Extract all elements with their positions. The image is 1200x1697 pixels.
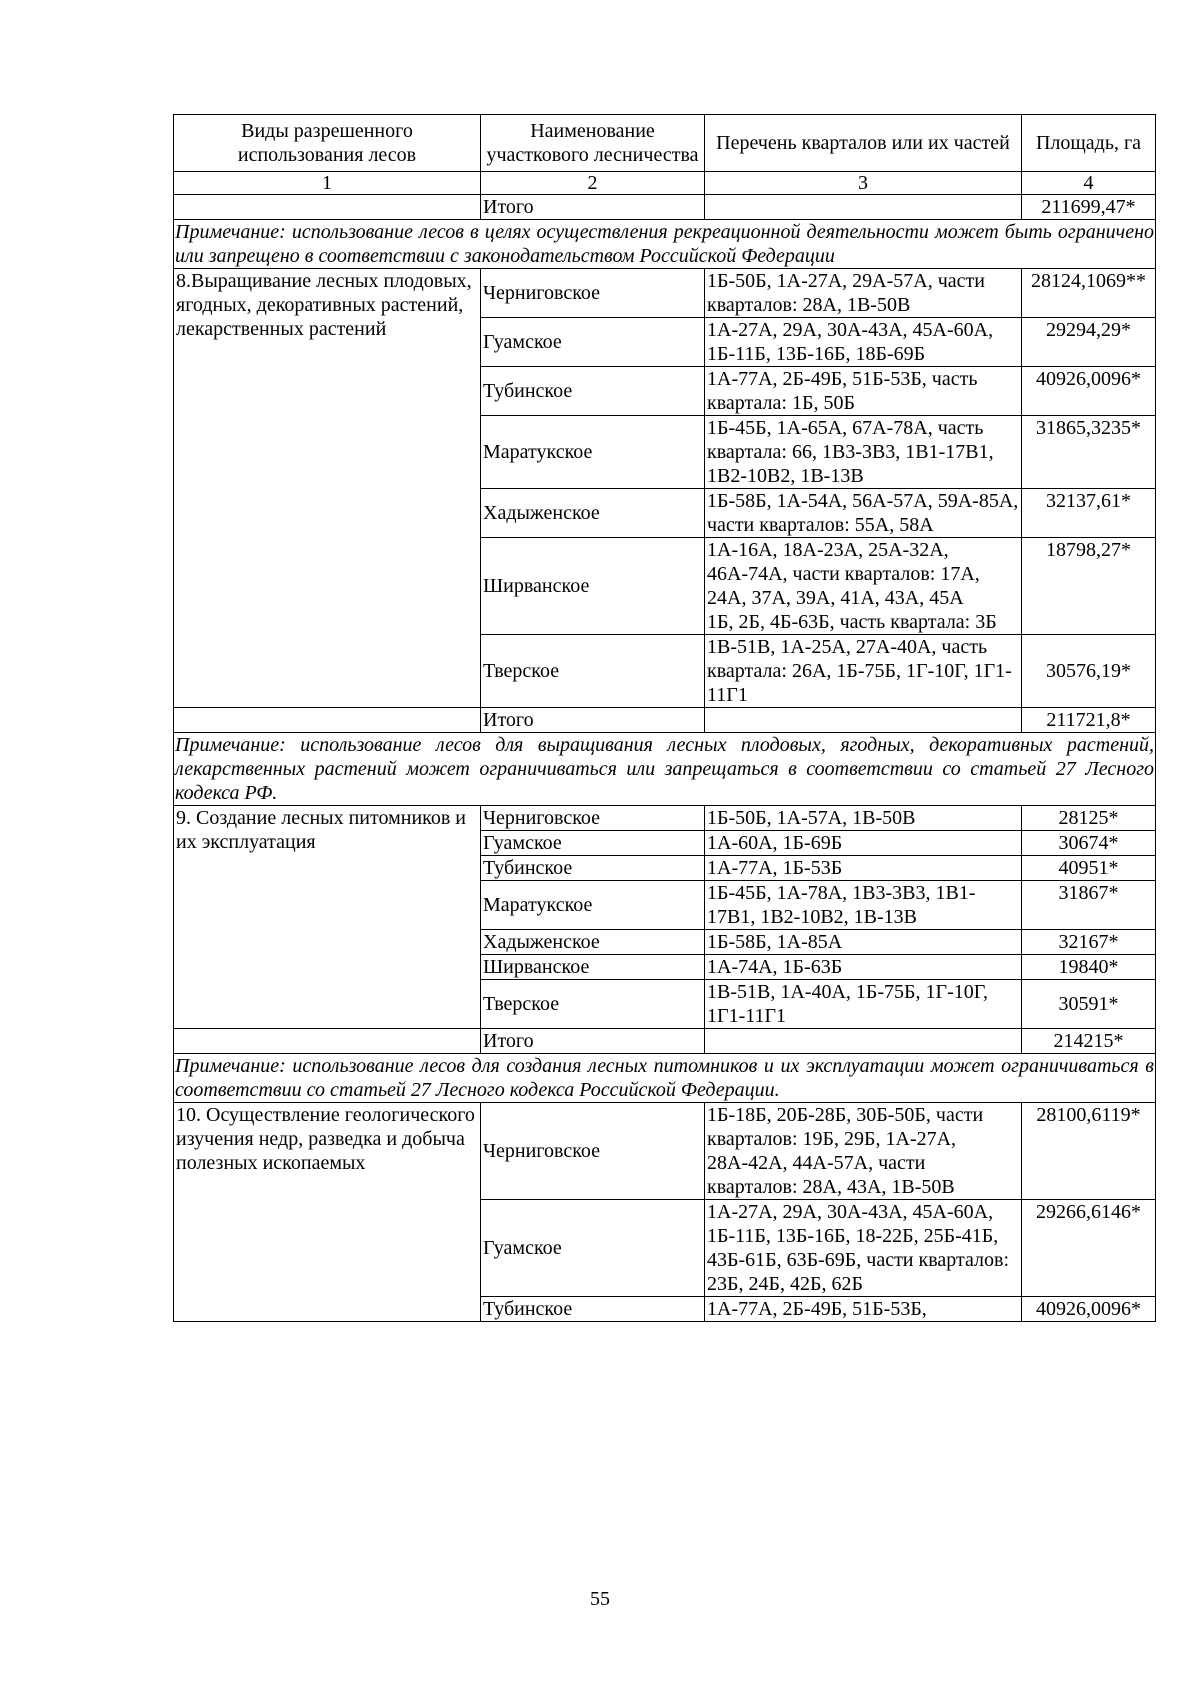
note-row	[174, 220, 1156, 269]
area-value: 29294,29*	[1022, 318, 1156, 367]
area-value: 32167*	[1022, 930, 1156, 955]
total-label: Итого	[481, 195, 705, 220]
total-row	[174, 1029, 1156, 1054]
forestry-name: Черниговское	[481, 806, 705, 831]
quarters-list: 1А-16А, 18А-23А, 25А-32А, 46А-74А, части кварталов: 17А, 24А, 37А, 39А, 41А, 43А, 45А 1Б, 2Б, 4Б-63Б, часть квартала: 3Б	[705, 538, 1022, 635]
forestry-name: Гуамское	[481, 318, 705, 367]
total-area: 211699,47*	[1022, 195, 1156, 220]
area-value: 31865,3235*	[1022, 416, 1156, 489]
header-row	[174, 115, 1156, 172]
forestry-name: Тубинское	[481, 856, 705, 881]
header-forestry: Наименование участкового лесничества	[481, 115, 705, 172]
forestry-name: Гуамское	[481, 831, 705, 856]
header-use-type: Виды разрешенного использования лесов	[174, 115, 481, 172]
quarters-list: 1Б-50Б, 1А-57А, 1В-50В	[705, 806, 1022, 831]
quarters-list: 1А-77А, 2Б-49Б, 51Б-53Б, часть квартала: 1Б, 50Б	[705, 367, 1022, 416]
forestry-name: Черниговское	[481, 1103, 705, 1200]
table-row	[174, 1103, 1156, 1200]
area-value: 40926,0096*	[1022, 1297, 1156, 1322]
header-quarters: Перечень кварталов или их частей	[705, 115, 1022, 172]
forestry-name: Ширванское	[481, 538, 705, 635]
forestry-name: Маратукское	[481, 881, 705, 930]
area-value: 40926,0096*	[1022, 367, 1156, 416]
quarters-list: 1Б-18Б, 20Б-28Б, 30Б-50Б, части кварталов: 19Б, 29Б, 1А-27А, 28А-42А, 44А-57А, части кварталов: 28А, 43А, 1В-50В	[705, 1103, 1022, 1200]
column-number-row	[174, 172, 1156, 195]
area-value: 19840*	[1022, 955, 1156, 980]
note-text: Примечание: использование лесов для создания лесных питомников и их эксплуатации может ограничиваться в соответствии со статьей 27 Лесного кодекса Российской Федерации.	[175, 1055, 1154, 1101]
area-value: 30591*	[1022, 980, 1156, 1029]
total-area: 211721,8*	[1022, 708, 1156, 733]
area-value: 29266,6146*	[1022, 1200, 1156, 1297]
total-area: 214215*	[1022, 1029, 1156, 1054]
forestry-name: Ширванское	[481, 955, 705, 980]
area-value: 30576,19*	[1022, 635, 1156, 708]
area-value: 28100,6119*	[1022, 1103, 1156, 1200]
forest-use-table	[173, 114, 1156, 1322]
column-number: 3	[705, 172, 1022, 195]
forestry-name: Хадыженское	[481, 930, 705, 955]
quarters-list: 1А-27А, 29А, 30А-43А, 45А-60А, 1Б-11Б, 13Б-16Б, 18-22Б, 25Б-41Б, 43Б-61Б, 63Б-69Б, части кварталов: 23Б, 24Б, 42Б, 62Б	[705, 1200, 1022, 1297]
note-row	[174, 1054, 1156, 1103]
area-value: 40951*	[1022, 856, 1156, 881]
forestry-name: Тверское	[481, 635, 705, 708]
column-number: 4	[1022, 172, 1156, 195]
total-label: Итого	[481, 1029, 705, 1054]
forestry-name: Маратукское	[481, 416, 705, 489]
column-number: 1	[174, 172, 481, 195]
quarters-list: 1Б-58Б, 1А-54А, 56А-57А, 59А-85А, части кварталов: 55А, 58А	[705, 489, 1022, 538]
use-type-cell: 10. Осуществление геологического изучения недр, разведка и добыча полезных ископаемых	[174, 1103, 481, 1322]
quarters-list: 1В-51В, 1А-25А, 27А-40А, часть квартала: 26А, 1Б-75Б, 1Г-10Г, 1Г1-11Г1	[705, 635, 1022, 708]
note-text: Примечание: использование лесов в целях осуществления рекреационной деятельности может быть ограничено или запрещено в соответствии с законодательством Российской Федерации	[175, 221, 1154, 267]
forestry-name: Гуамское	[481, 1200, 705, 1297]
total-row	[174, 195, 1156, 220]
forestry-name: Хадыженское	[481, 489, 705, 538]
quarters-list: 1Б-45Б, 1А-78А, 1В3-3В3, 1В1-17В1, 1В2-10В2, 1В-13В	[705, 881, 1022, 930]
area-value: 32137,61*	[1022, 489, 1156, 538]
table-row	[174, 269, 1156, 318]
area-value: 18798,27*	[1022, 538, 1156, 635]
note-text: Примечание: использование лесов для выращивания лесных плодовых, ягодных, декоративных растений, лекарственных растений может ограничиваться или запрещаться в соответствии со статьей 27 Лесного кодекса РФ.	[175, 734, 1154, 804]
document-page	[173, 114, 1155, 1322]
quarters-list: 1А-77А, 1Б-53Б	[705, 856, 1022, 881]
area-value: 30674*	[1022, 831, 1156, 856]
table-row	[174, 806, 1156, 831]
forestry-name: Тверское	[481, 980, 705, 1029]
area-value: 31867*	[1022, 881, 1156, 930]
quarters-list: 1Б-50Б, 1А-27А, 29А-57А, части кварталов: 28А, 1В-50В	[705, 269, 1022, 318]
forestry-name: Тубинское	[481, 367, 705, 416]
forestry-name: Тубинское	[481, 1297, 705, 1322]
use-type-cell: 8.Выращивание лесных плодовых, ягодных, декоративных растений, лекарственных растений	[174, 269, 481, 708]
page-number: 55	[590, 1588, 610, 1610]
use-type-cell: 9. Создание лесных питомников и их эксплуатация	[174, 806, 481, 1029]
header-area: Площадь, га	[1022, 115, 1156, 172]
quarters-list: 1В-51В, 1А-40А, 1Б-75Б, 1Г-10Г, 1Г1-11Г1	[705, 980, 1022, 1029]
quarters-list: 1Б-45Б, 1А-65А, 67А-78А, часть квартала: 66, 1В3-3В3, 1В1-17В1, 1В2-10В2, 1В-13В	[705, 416, 1022, 489]
total-label: Итого	[481, 708, 705, 733]
area-value: 28125*	[1022, 806, 1156, 831]
quarters-list: 1А-27А, 29А, 30А-43А, 45А-60А, 1Б-11Б, 13Б-16Б, 18Б-69Б	[705, 318, 1022, 367]
quarters-list: 1А-74А, 1Б-63Б	[705, 955, 1022, 980]
column-number: 2	[481, 172, 705, 195]
quarters-list: 1А-77А, 2Б-49Б, 51Б-53Б,	[705, 1297, 1022, 1322]
total-row	[174, 708, 1156, 733]
area-value: 28124,1069**	[1022, 269, 1156, 318]
quarters-list: 1Б-58Б, 1А-85А	[705, 930, 1022, 955]
note-row	[174, 733, 1156, 806]
forestry-name: Черниговское	[481, 269, 705, 318]
quarters-list: 1А-60А, 1Б-69Б	[705, 831, 1022, 856]
